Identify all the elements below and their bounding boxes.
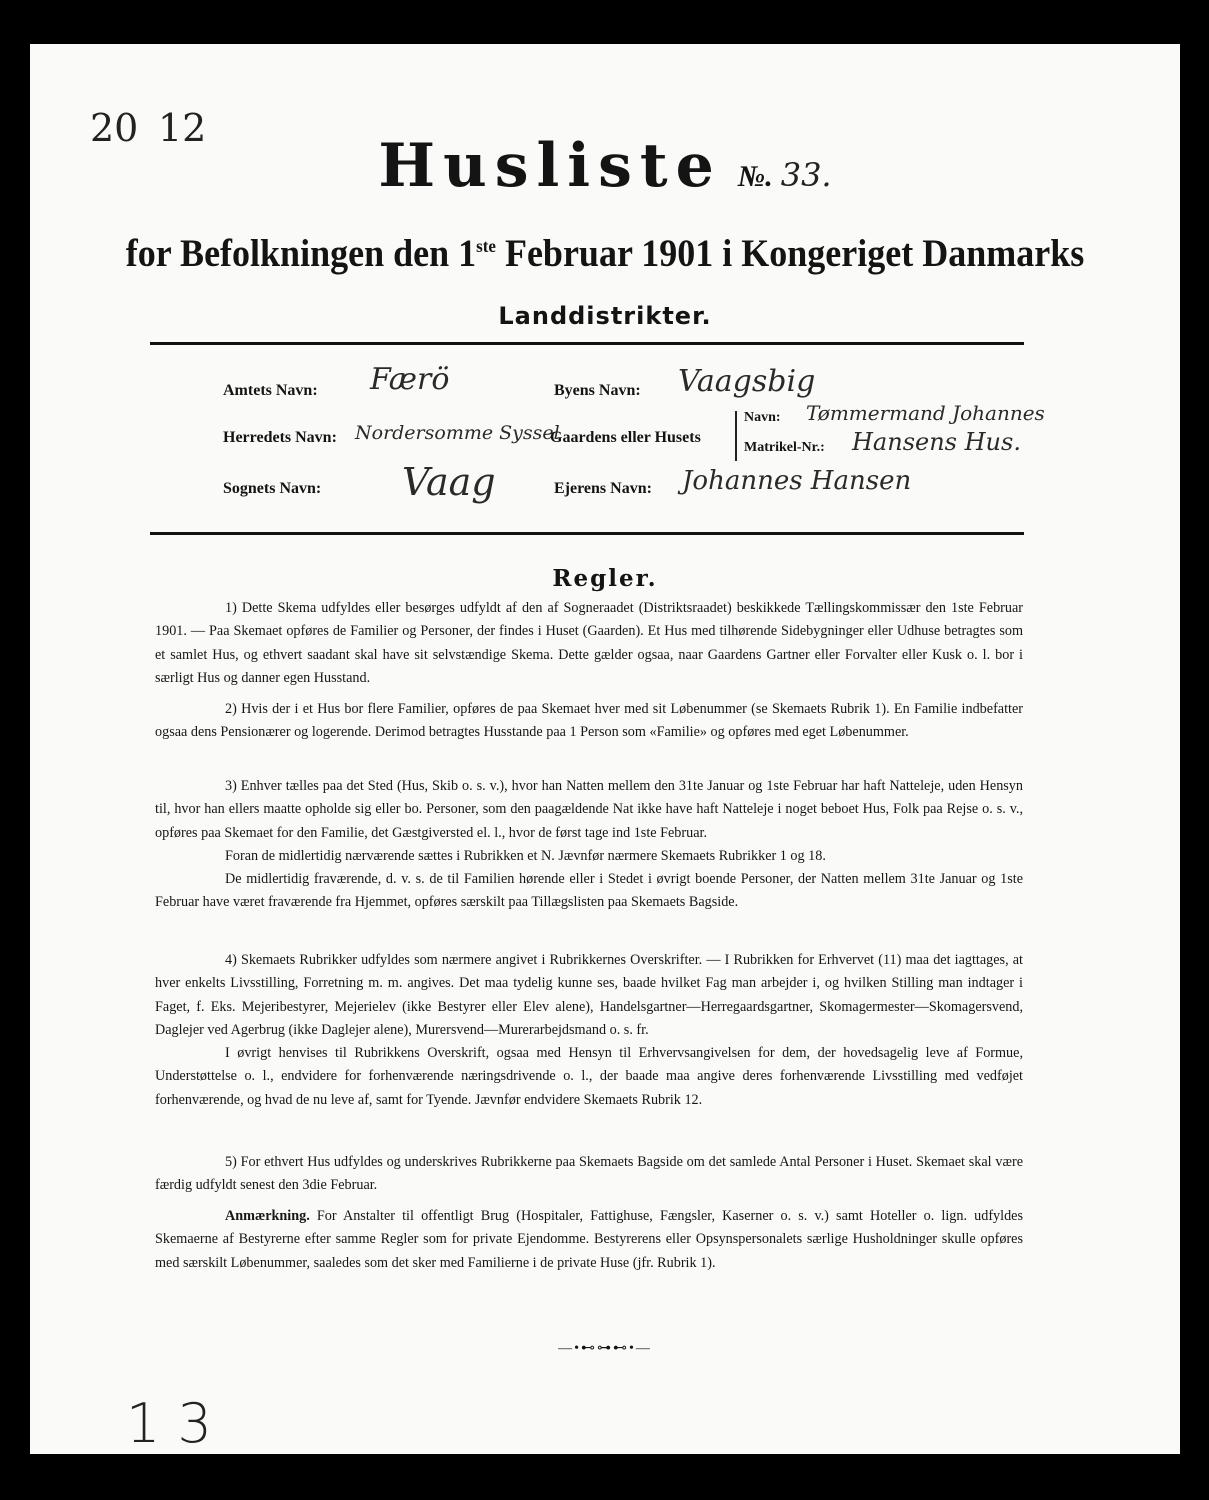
amt-label: Amtets Navn: <box>223 382 318 399</box>
rule-2 <box>155 698 1023 745</box>
navn-label: Navn: <box>744 410 781 425</box>
rule-5 <box>155 1151 1023 1198</box>
rule-4-text-b: I øvrigt henvises til Rubrikkens Overskrift, ogsaa med Hensyn til Erhvervsangivelsen for dem, der hovedsagelig leve af Formue, Understøttelse o. l., endvidere for forhenværende næringsdrivende o. l., der baade maa angive deres forhenværende Livsstilling med vedføjet forhenværende, og hvad de nu leve af, samt for Tyende. Jævnfør endvidere Skemaets Rubrik 12. <box>155 1045 1023 1108</box>
annotation-paragraph <box>155 1205 1023 1275</box>
sogn-value: Vaag <box>402 460 496 504</box>
herred-label: Herredets Navn: <box>223 429 337 446</box>
herred-value: Nordersomme Syssel <box>355 422 560 444</box>
ejer-label: Ejerens Navn: <box>554 480 652 497</box>
ornament-divider: —•⊷⊶⊷•— <box>558 1341 652 1356</box>
top-divider <box>150 342 1024 345</box>
bottom-handwritten-mark: 1 3 <box>126 1392 212 1455</box>
gaard-label: Gaardens eller Husets <box>550 429 701 446</box>
navn-value: Tømmermand Johannes <box>806 401 1045 425</box>
number-label: №. <box>737 160 773 193</box>
by-label: Byens Navn: <box>554 382 641 399</box>
subtitle-part-1: for Befolkningen den 1 <box>125 231 477 275</box>
rule-3-text-a: 3) Enhver tælles paa det Sted (Hus, Skib o. s. v.), hvor han Natten mellem den 31te Januar og 1ste Februar har haft Natteleje, uden Hensyn til, hvor han ellers maatte opholde sig eller bo. Personer, som den paagældende Nat ikke have haft Natteleje i noget beboet Hus, Folk paa Rejse o. s. v., opføres paa Skemaet for den Familie, det Gæstgiversted el. l., hvor de først tage ind 1ste Februar. <box>155 778 1023 841</box>
amt-value: Færö <box>370 362 450 397</box>
rule-2-text: 2) Hvis der i et Hus bor flere Familier, opføres de paa Skemaet hver med sit Løbenummer (se Skemaets Rubrik 1). En Familie indbefatter ogsaa dens Pensionærer og logerende. Derimod betragtes Husstande paa 1 Person som «Familie» og opføres med eget Løbenummer. <box>155 701 1023 741</box>
by-value: Vaagsbig <box>678 364 816 399</box>
census-form-page <box>30 44 1180 1454</box>
field-bracket <box>735 411 737 461</box>
matrikel-value: Hansens Hus. <box>852 428 1021 456</box>
rule-1 <box>155 597 1023 690</box>
ejer-value: Johannes Hansen <box>682 466 912 496</box>
corner-number-left: 20 <box>90 106 139 150</box>
rules-heading: Regler. <box>552 565 658 592</box>
rule-3-text-c: De midlertidig fraværende, d. v. s. de til Familien hørende eller i Stedet i øvrigt boende Personer, der Natten mellem 31te Januar og 1ste Februar have været fraværende fra Hjemmet, opføres særskilt paa Tillægslisten paa Skemaets Bagside. <box>155 871 1023 911</box>
matrikel-label: Matrikel-Nr.: <box>744 440 825 455</box>
title-text: Husliste <box>378 131 722 201</box>
subtitle-superscript: ste <box>476 235 496 257</box>
sogn-label: Sognets Navn: <box>223 480 322 497</box>
bottom-divider <box>150 532 1024 535</box>
annotation-label: Anmærkning. <box>225 1208 310 1224</box>
rule-1-text: 1) Dette Skema udfyldes eller besørges udfyldt af den af Sogneraadet (Distriktsraadet) beskikkede Tællingskommissær den 1ste Februar 1901. — Paa Skemaet opføres de Familier og Personer, der findes i Huset (Gaarden). Et Hus med tilhørende Sidebygninger eller Udhuse betragtes som et samlet Hus, og ethvert saadant skal have sit selvstændige Skema. Dette gælder ogsaa, naar Gaardens Gartner eller Forvalter eller Kusk o. l. bor i særligt Hus og danner egen Husstand. <box>155 600 1023 686</box>
document-subtitle <box>30 230 1180 275</box>
document-title <box>30 131 1180 201</box>
rule-3-text-b: Foran de midlertidig nærværende sættes i Rubrikken et N. Jævnfør nærmere Skemaets Rubrikker 1 og 18. <box>225 847 826 864</box>
rule-4-text-a: 4) Skemaets Rubrikker udfyldes som nærmere angivet i Rubrikkernes Overskrifter. — I Rubrikken for Erhvervet (11) maa det iagttages, at hver enkelts Livsstilling, Forretning m. m. angives. Det maa tydelig kunne ses, baade hvilket Fag man arbejder i, og hvilken Stilling man indtager i Faget, f. Eks. Mejeribestyrer, Mejerielev (ikke Bestyrer eller Elev alene), Handelsgartner—Herregaardsgartner, Skomagermester—Skomagersvend, Daglejer ved Agerbrug (ikke Daglejer alene), Murersvend—Murerarbejdsmand o. s. fr. <box>155 952 1023 1038</box>
corner-number-right: 12 <box>158 106 207 150</box>
subtitle-part-2: Februar 1901 i Kongeriget Danmarks <box>495 231 1085 275</box>
number-value: 33. <box>780 156 832 194</box>
rule-3 <box>155 775 1023 915</box>
rule-4 <box>155 949 1023 1112</box>
document-subtitle-district: Landdistrikter. <box>498 302 712 330</box>
annotation <box>155 1205 1023 1275</box>
rule-5-text: 5) For ethvert Hus udfyldes og underskrives Rubrikkerne paa Skemaets Bagside om det samlede Antal Personer i Huset. Skemaet skal være færdig udfyldt senest den 3die Februar. <box>155 1154 1023 1194</box>
annotation-text: For Anstalter til offentligt Brug (Hospitaler, Fattighuse, Fængsler, Kaserner o. s. v.) samt Hoteller o. lign. udfyldes Skemaerne af Bestyrerne efter samme Regler som for private Ejendomme. Bestyrerens eller Opsynspersonalets særlige Husholdninger skulle opføres med særskilt Løbenummer, saaledes som det sker med Familierne i de private Huse (jfr. Rubrik 1). <box>155 1208 1023 1271</box>
